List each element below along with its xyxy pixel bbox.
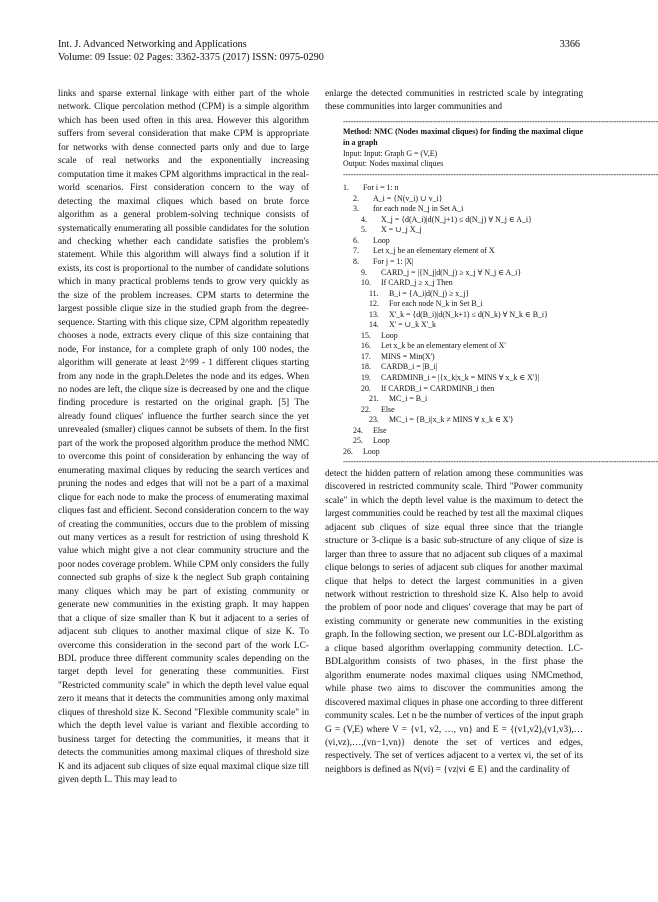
algorithm-line-number: 23.: [369, 415, 379, 425]
algorithm-line-text: For j = 1: |X|: [373, 257, 414, 267]
algorithm-line: [343, 331, 583, 342]
page-number: 3366: [559, 39, 580, 50]
right-column-intro: enlarge the detected communities in restricted scale by integrating these communities into larger communities and: [325, 89, 583, 113]
algorithm-line-number: 19.: [361, 373, 371, 383]
algorithm-line: [343, 373, 583, 384]
algorithm-line: [343, 341, 583, 352]
right-column: [325, 88, 658, 777]
algorithm-line-text: If CARDB_i = CARDMINB_i then: [381, 383, 495, 393]
algorithm-line-text: Loop: [363, 446, 380, 456]
algorithm-line-number: 1.: [343, 183, 349, 193]
algorithm-line-number: 7.: [353, 246, 359, 256]
algorithm-line-text: For i = 1: n: [363, 183, 399, 193]
right-column-text: detect the hidden pattern of relation among these communities was discovered in restricted community scale. Third "Power community scale" in which the depth level value is the maximum to detect the largest communities could be reached by test all the maximal cliques adjacent sub cliques of size equal three since that the triangle structure or 3-clique is a basic sub-structure of any clique of size is larger than three to assure that no adjacent sub cliques of a maximal clique belongs to series of adjacent sub cliques for another maximal clique that helps to detect the largest communities in a given network without restriction to threshold size K. Also help to avoid the problem of poor node and cliques' coverage that may be part of existing community or generate new communities in the existing graph. In the following section, we present our LC-BDLalgorithm as a clique based algorithm overlapping community detection. LC-BDLalgorithm consists of two phases, in the first phase the algorithm enumerate nodes maximal cliques using NMCmethod, while phase two aims to discover the communities among the discovered maximal cliques in phase one according to three different community scales. Let n be the number of vertices of the input graph G = (V,E) where V = {v1, v2, …, vn} and E = {(v1,v2),(v1,v3),…(vi,vz),…,(vn−1,vn)} denote the set of vertices and edges, respectively. The set of vertices adjacent to a vertex vi, the set of its neighbors is defined as N(vi) = {vz|vi ∈ E} and the cardinality of: [325, 468, 583, 775]
algorithm-line-number: 12.: [369, 299, 379, 309]
algorithm-line-number: 24.: [353, 425, 363, 435]
algorithm-line-number: 21.: [369, 394, 379, 404]
algorithm-line-text: For each node N_k in Set B_i: [389, 299, 483, 309]
volume-info: Volume: 09 Issue: 02 Pages: 3362-3375 (2017) ISSN: 0975-0290: [58, 52, 324, 63]
algorithm-line-text: If CARD_j ≥ x_j Then: [381, 278, 453, 288]
algorithm-line: [343, 394, 583, 405]
algorithm-line: [343, 246, 583, 257]
algorithm-line-text: for each node N_j in Set A_i: [373, 204, 464, 214]
algorithm-line-number: 15.: [361, 330, 371, 340]
algorithm-line-number: 8.: [353, 257, 359, 267]
algorithm-line-text: MC_i = {B_i|x_k ≠ MINS ∀ x_k ∈ X'}: [389, 415, 514, 425]
algorithm-line: [343, 194, 583, 205]
algorithm-line-text: CARDMINB_i = |{x_k|x_k = MINS ∀ x_k ∈ X'}|: [381, 373, 540, 383]
algorithm-line-text: X_j = {d(A_i)|d(N_j+1) ≤ d(N_j) ∀ N_j ∈ A_i}: [381, 214, 532, 224]
algorithm-line-number: 9.: [361, 267, 367, 277]
left-column-text: links and sparse external linkage with either part of the whole network. Clique percolation method (CPM) is a simple algorithm which has been used often in this area. However this algorithm suffers from several consideration that make CPM is appropriate for networks with dense connected parts only and due to large scale of real networks and the exponentially increasing computation time it makes CPM algorithms impractical in the real-world scenarios. First consideration concern to the way of detecting the maximal cliques which based on brute force algorithm as a general problem-solving technique consists of systematically enumerating all possible candidates for the solution and checking whether each candidate satisfies the problem's statement. While this algorithm will always find a solution if it exists, its cost is proportional to the number of candidate solutions which in many practical problems tends to grow very quickly as the size of the problem increases. CPM starts to determine the largest possible clique size in the studied graph from the degree-sequence. Starting with this clique size, CPM algorithm repeatedly chooses a node, extracts every clique of this size containing that node, For instance, for a complete graph of only 100 nodes, the algorithm will generate at least 2^99 - 1 different cliques starting from any node in the graph.Deletes the node and its edges. When no nodes are left, the clique size is decreased by one and the clique finding procedure is restarted on the original graph. [5] The already found cliques' influence the further search since the yet unrevealed (smaller) cliques cannot be subsets of them. In the first part of the work the proposed algorithm produce the method NMC to overcome this point of consideration by enhancing the way of enumerating maximal cliques by reducing the search vertices and pruning the nodes and edges that will not be a part of a maximal clique for each node to make the process of enumerating maximal cliques fast and efficient. Second consideration concern to the way of creating the communities, occurs due to the problem of missing out many vertices as a result for restriction of using threshold K value which might give a not clear community structure and the poor nodes coverage problem. While CPM only considers the fully connected sub graphs of size k the neglect Sub graph containing many cliques which may be part of existing community or generate new communities in the existing graph. It may happen that a clique of size smaller than K but it adjacent to a series of adjacent sub cliques to another maximal clique of size K. To overcome this consideration in the second part of the work LC-BDL produce three different community scales depending on the target depth level for generating these communities. First "Restricted community scale" in which the depth level value equal zero it means that it detects the communities among only maximal cliques of threshold size K. Second "Flexible community scale" in which the depth level value is variant and flexible according to business target for detecting the communities, it means that it detects the communities among maximal cliques of threshold size K and its adjacent sub cliques of size equal maximal clique size till given depth L. This may lead to: [58, 89, 309, 786]
algorithm-line: [343, 183, 583, 194]
algorithm-line: [343, 384, 583, 395]
algorithm-line-number: 4.: [361, 214, 367, 224]
algorithm-line: [343, 310, 583, 321]
algorithm-line: [343, 204, 583, 215]
algorithm-line-number: 16.: [361, 341, 371, 351]
algorithm-bottom-rule: ------------------------------------------------------------------------------------------------------------------------: [343, 457, 658, 467]
algorithm-output: Output: Nodes maximal cliques: [343, 159, 444, 169]
algorithm-line: [343, 257, 583, 268]
algorithm-line-text: B_i = {A_i|d(N_j) ≥ x_j}: [389, 288, 470, 298]
algorithm-line: [343, 215, 583, 226]
left-column: [58, 88, 309, 788]
algorithm-line-text: Loop: [373, 436, 390, 446]
algorithm-line: [343, 268, 583, 279]
algorithm-lines: [343, 183, 583, 457]
algorithm-line-text: A_i = {N(v_i) ∪ v_i}: [373, 193, 443, 203]
algorithm-line-text: Let x_k be an elementary element of X': [381, 341, 506, 351]
algorithm-line-text: X'_k = {d(B_i)|d(N_k+1) ≤ d(N_k) ∀ N_k ∈ B_i}: [389, 309, 548, 319]
algorithm-line-text: X' = ∪_k X'_k: [389, 320, 437, 330]
algorithm-line-number: 20.: [361, 383, 371, 393]
algorithm-input: Input: Input: Graph G = (V,E): [343, 148, 438, 158]
algorithm-line-number: 10.: [361, 278, 371, 288]
algorithm-line: [343, 362, 583, 373]
algorithm-line-number: 3.: [353, 204, 359, 214]
algorithm-line-text: Loop: [373, 235, 390, 245]
algorithm-line-text: CARD_j = |{N_j|d(N_j) ≥ x_j ∀ N_j ∈ A_i}: [381, 267, 522, 277]
algorithm-line-text: MINS = Min(X'): [381, 351, 435, 361]
algorithm-line-number: 25.: [353, 436, 363, 446]
algorithm-line-number: 22.: [361, 404, 371, 414]
algorithm-method: Method: NMC (Nodes maximal cliques) for finding the maximal clique in a graph: [343, 127, 583, 147]
algorithm-box: [343, 116, 658, 468]
algorithm-line-number: 11.: [369, 288, 379, 298]
algorithm-line-text: Else: [381, 404, 395, 414]
algorithm-line-number: 26.: [343, 446, 353, 456]
algorithm-line: [343, 447, 583, 458]
algorithm-line-number: 17.: [361, 351, 371, 361]
algorithm-line-number: 13.: [369, 309, 379, 319]
algorithm-line-number: 6.: [353, 235, 359, 245]
algorithm-line-text: MC_i = B_i: [389, 394, 428, 404]
algorithm-line-text: CARDB_i = |B_i|: [381, 362, 438, 372]
algorithm-line: [343, 278, 583, 289]
algorithm-mid-rule: ------------------------------------------------------------------------------------------------------------------------: [343, 169, 658, 179]
algorithm-line-number: 5.: [361, 225, 367, 235]
algorithm-line: [343, 320, 583, 331]
algorithm-line-number: 14.: [369, 320, 379, 330]
algorithm-line-text: Else: [373, 425, 387, 435]
algorithm-line: [343, 352, 583, 363]
algorithm-line: [343, 436, 583, 447]
algorithm-line-text: X = ∪_j X_j: [381, 225, 422, 235]
algorithm-line: [343, 236, 583, 247]
algorithm-line: [343, 289, 583, 300]
algorithm-line-number: 18.: [361, 362, 371, 372]
algorithm-line-number: 2.: [353, 193, 359, 203]
algorithm-line: [343, 415, 583, 426]
journal-title: Int. J. Advanced Networking and Applications: [58, 39, 247, 50]
algorithm-top-rule: ------------------------------------------------------------------------------------------------------------------------: [343, 116, 658, 126]
algorithm-line: [343, 225, 583, 236]
algorithm-line: [343, 299, 583, 310]
algorithm-line-text: Let x_j be an elementary element of X: [373, 246, 495, 256]
algorithm-line-text: Loop: [381, 330, 398, 340]
algorithm-line: [343, 426, 583, 437]
page-header: [58, 38, 580, 64]
algorithm-line: [343, 405, 583, 416]
